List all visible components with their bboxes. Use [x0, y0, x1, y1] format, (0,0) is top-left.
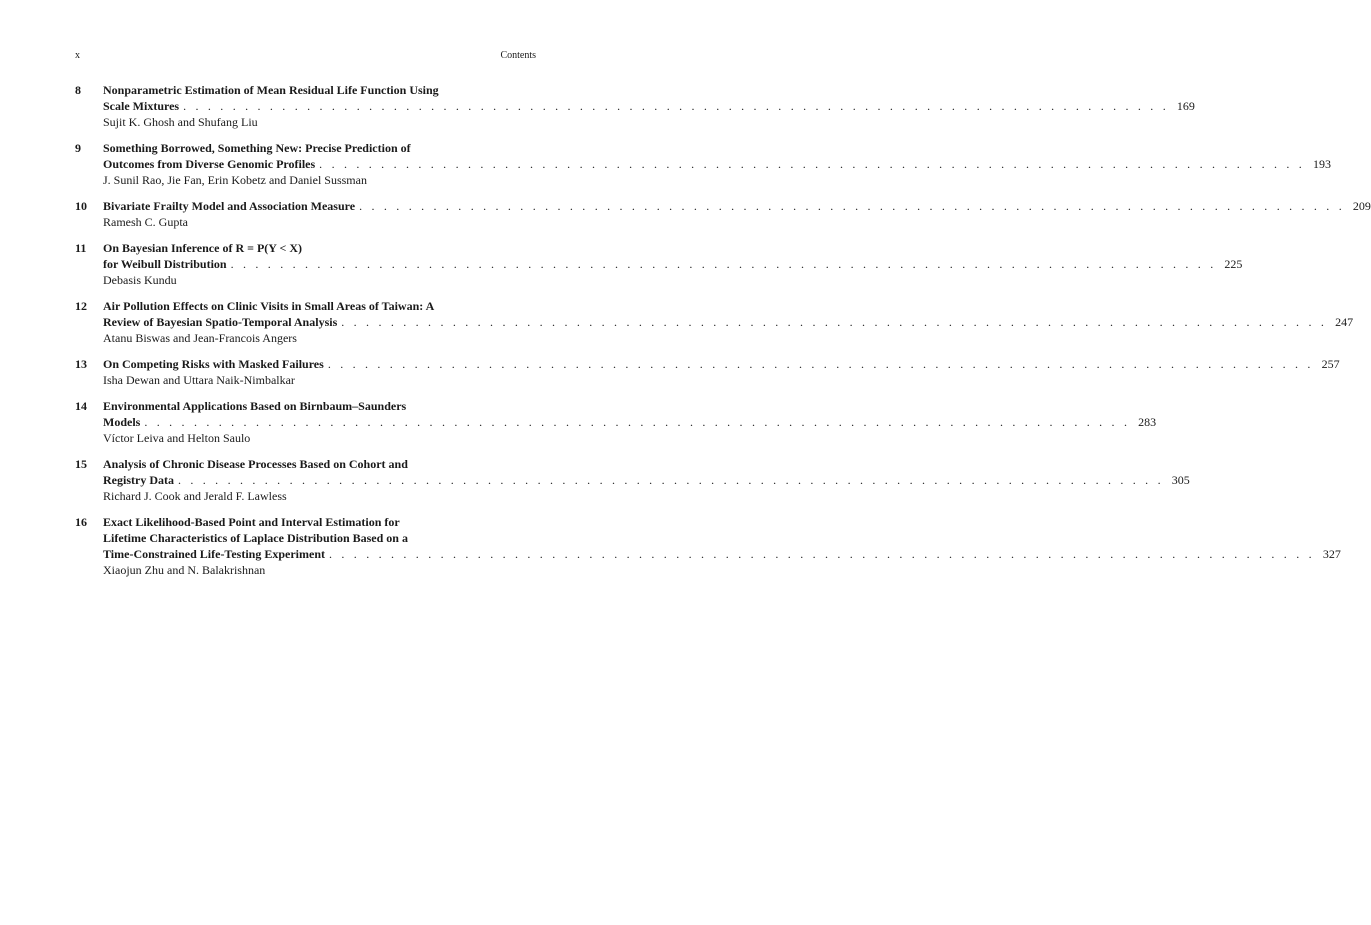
- toc-entry[interactable]: [75, 456, 1190, 505]
- dot-leader: . . . . . . . . . . . . . . . . . . . . . . . . . . . . . . . . . . . . . . . . . . . . . . . . . . . . . . . . . . . . . . . . . . . . . . . . . . . . . . . .: [177, 472, 1164, 487]
- chapter-title-line: Outcomes from Diverse Genomic Profiles: [103, 157, 316, 172]
- page-reference[interactable]: 193: [1312, 157, 1331, 172]
- page-reference[interactable]: 247: [1335, 315, 1354, 329]
- table-of-contents: [75, 82, 1371, 588]
- chapter-title-last-line: [103, 472, 1190, 488]
- chapter-title-line: Nonparametric Estimation of Mean Residual Life Function Using: [103, 83, 439, 97]
- chapter-title-line: Models: [103, 414, 141, 429]
- chapter-title-line: Analysis of Chronic Disease Processes Based on Cohort and: [103, 456, 408, 471]
- chapter-number: 14: [75, 398, 87, 413]
- page-reference[interactable]: 283: [1138, 414, 1157, 429]
- chapter-title-line: Bivariate Frailty Model and Association Measure: [103, 199, 356, 213]
- chapter-title-last-line: [103, 414, 1157, 430]
- chapter-number: 11: [75, 240, 87, 255]
- chapter-authors: Víctor Leiva and Helton Saulo: [103, 431, 251, 445]
- chapter-title-last-line: [103, 546, 1341, 562]
- dot-leader: . . . . . . . . . . . . . . . . . . . . . . . . . . . . . . . . . . . . . . . . . . . . . . . . . . . . . . . . . . . . . . . . . . . . . . . . . . . . . . . .: [319, 157, 1305, 172]
- chapter-authors: Debasis Kundu: [103, 273, 177, 288]
- chapter-title-line: Exact Likelihood-Based Point and Interval Estimation for: [103, 514, 400, 529]
- dot-leader: . . . . . . . . . . . . . . . . . . . . . . . . . . . . . . . . . . . . . . . . . . . . . . . . . . . . . . . . . . . . . . . . . . . . . . . . . . . . . . . .: [144, 414, 1131, 429]
- chapter-authors: Atanu Biswas and Jean-Francois Angers: [103, 331, 297, 346]
- chapter-title-last-line: [103, 156, 1331, 172]
- page-reference[interactable]: 209: [1352, 199, 1371, 213]
- chapter-authors: Ramesh C. Gupta: [103, 215, 188, 230]
- toc-entry[interactable]: [75, 140, 1331, 189]
- page-reference[interactable]: 257: [1321, 356, 1340, 371]
- chapter-title-line: Review of Bayesian Spatio-Temporal Analysis: [103, 315, 338, 329]
- chapter-number: 12: [75, 298, 87, 313]
- chapter-title-line: Air Pollution Effects on Clinic Visits in Small Areas of Taiwan: A: [103, 298, 435, 313]
- page-header: [75, 49, 536, 63]
- chapter-title-last-line: [103, 198, 1371, 214]
- chapter-title-line: Environmental Applications Based on Birnbaum–Saunders: [103, 398, 407, 413]
- chapter-authors: Xiaojun Zhu and N. Balakrishnan: [103, 563, 266, 578]
- dot-leader: . . . . . . . . . . . . . . . . . . . . . . . . . . . . . . . . . . . . . . . . . . . . . . . . . . . . . . . . . . . . . . . . . . . . . . . . . . . . . . . .: [327, 356, 1314, 371]
- toc-entry[interactable]: [75, 514, 1341, 579]
- page-reference[interactable]: 305: [1171, 472, 1190, 487]
- chapter-number: 13: [75, 356, 87, 371]
- toc-entry[interactable]: [75, 198, 1371, 230]
- chapter-title-line: Registry Data: [103, 472, 174, 487]
- toc-entry[interactable]: [75, 356, 1340, 388]
- chapter-authors: Sujit K. Ghosh and Shufang Liu: [103, 115, 258, 130]
- chapter-number: 16: [75, 514, 87, 529]
- dot-leader: . . . . . . . . . . . . . . . . . . . . . . . . . . . . . . . . . . . . . . . . . . . . . . . . . . . . . . . . . . . . . . . . . . . . . . . . . . . . . . . .: [329, 547, 1315, 561]
- chapter-number: 8: [75, 83, 81, 97]
- chapter-title-line: Something Borrowed, Something New: Precise Prediction of: [103, 141, 411, 155]
- dot-leader: . . . . . . . . . . . . . . . . . . . . . . . . . . . . . . . . . . . . . . . . . . . . . . . . . . . . . . . . . . . . . . . . . . . . . . . . . . . . . . . .: [359, 199, 1345, 213]
- chapter-title-line: On Competing Risks with Masked Failures: [103, 356, 324, 371]
- chapter-title-line: Time-Constrained Life-Testing Experiment: [103, 547, 325, 561]
- chapter-title-last-line: [103, 98, 1195, 114]
- chapter-title-last-line: [103, 356, 1340, 372]
- chapter-number: 15: [75, 456, 87, 471]
- dot-leader: . . . . . . . . . . . . . . . . . . . . . . . . . . . . . . . . . . . . . . . . . . . . . . . . . . . . . . . . . . . . . . . . . . . . . . . . . . . . . . . .: [230, 257, 1217, 271]
- page-reference[interactable]: 225: [1224, 257, 1243, 271]
- toc-entry[interactable]: [75, 82, 1195, 131]
- chapter-title-last-line: [103, 256, 1243, 272]
- chapter-title-line: for Weibull Distribution: [103, 257, 227, 271]
- dot-leader: . . . . . . . . . . . . . . . . . . . . . . . . . . . . . . . . . . . . . . . . . . . . . . . . . . . . . . . . . . . . . . . . . . . . . . . . . . . . . . . .: [183, 99, 1169, 114]
- toc-entry[interactable]: [75, 298, 1354, 347]
- toc-entry[interactable]: [75, 240, 1243, 289]
- page-number: x: [75, 50, 80, 61]
- chapter-number: 10: [75, 199, 87, 213]
- chapter-title-line: Scale Mixtures: [103, 99, 180, 114]
- chapter-authors: Isha Dewan and Uttara Naik-Nimbalkar: [103, 373, 295, 387]
- page-reference[interactable]: 169: [1176, 99, 1195, 114]
- toc-entry[interactable]: [75, 398, 1157, 447]
- chapter-title-last-line: [103, 314, 1354, 330]
- chapter-number: 9: [75, 141, 81, 155]
- chapter-authors: Richard J. Cook and Jerald F. Lawless: [103, 489, 287, 503]
- dot-leader: . . . . . . . . . . . . . . . . . . . . . . . . . . . . . . . . . . . . . . . . . . . . . . . . . . . . . . . . . . . . . . . . . . . . . . . . . . . . . . . .: [341, 315, 1328, 329]
- chapter-title-line: On Bayesian Inference of R = P(Y < X): [103, 240, 302, 255]
- page-reference[interactable]: 327: [1322, 547, 1341, 561]
- running-head: Contents: [500, 50, 536, 61]
- chapter-title-line: Lifetime Characteristics of Laplace Distribution Based on a: [103, 530, 408, 545]
- chapter-authors: J. Sunil Rao, Jie Fan, Erin Kobetz and Daniel Sussman: [103, 173, 367, 188]
